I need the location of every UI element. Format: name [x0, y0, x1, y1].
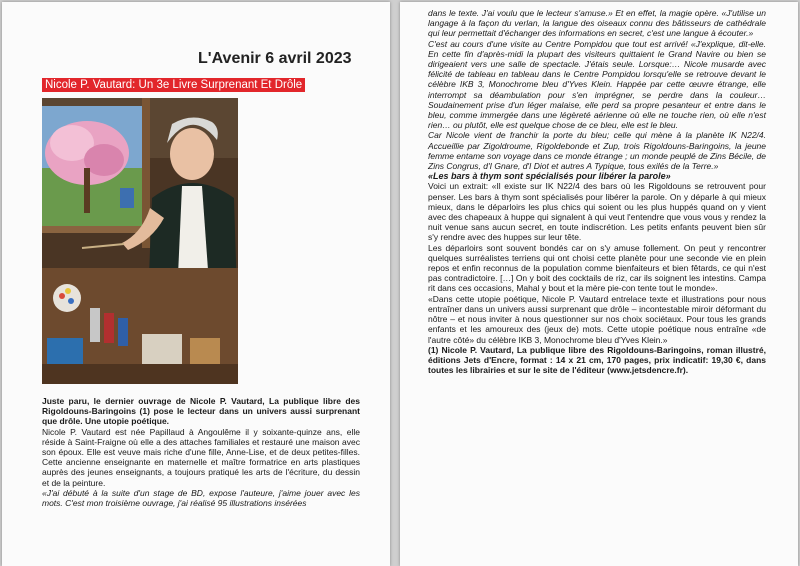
- article-paragraph: C'est au cours d'une visite au Centre Pompidou que tout est arrivé! «J'explique, dit-elle. En cette fin d'après-midi la plupart des visiteurs quittaient le Grand Navire ou bien se dirigeaient vers une salle de spectacle. J'étais seule. Lorsque:… Nicole musarde avec félicité de tableau en tableau dans le Centre Pompidou lorsqu'elle se retrouve devant le célèbre IKB 3, Monochrome bleu d'Yves Klein. Happée par cette œuvre étrange, elle interrompt sa déambulation pour s'en imprégner, se perdre dans la couleur… Soudainement prise d'un léger malaise, elle perd sa propre pesanteur et entre dans le bleu, comme immergée dans une légèreté aérienne où elle ne touche rien, où elle n'est rien… ou plutôt, elle est quelque chose de ce bleu, elle est le bleu.: [428, 38, 766, 131]
- article-paragraph: Nicole P. Vautard est née Papillaud à Angoulême il y soixante-quinze ans, elle réside à Saint-Fraigne où elle a des attaches familiales et restauré une maison avec son époux. Elle est veuve mais riche d'une fille, Anne-Lise, et de deux petites-filles. Cette ancienne enseignante en maternelle et maître formatrice en arts plastiques auprès des jeunes enseignants, a toujours pratiqué les arts de l'écriture, du dessin et de la peinture.: [42, 426, 360, 488]
- article-paragraph: Les déparloirs sont souvent bondés car on s'y amuse follement. On peut y rencontrer quelques surréalistes terriens qui ont choisi cette planète pour une seconde vie en plein repos et enfin reconnus de la population comme bienfaiteurs et bien fêtards, ce qui n'est pas contradictoire. […] On y boit des cocktails de riz, car ils soignent les intestins. Campa rit dans ces occasions, Mahal y bout et la mère pie-con tente tout le monde».: [428, 242, 766, 294]
- article-footnote: (1) Nicole P. Vautard, La publique libre des Rigoldouns-Baringoins, roman illustré, éditions Jets d'Encre, format : 14 x 21 cm, 170 pages, prix indicatif: 19,30 €, dans toutes les librairies et sur le site de l'éditeur (www.jetsdencre.fr).: [428, 344, 766, 376]
- left-article-column: [42, 396, 360, 508]
- article-paragraph: «Dans cette utopie poétique, Nicole P. Vautard entrelace texte et illustrations pour nous entraîner dans un univers aussi surprenant que drôle – incontestable miroir déformant du nôtre – et nous inviter à nous questionner sur nos choix sociétaux. Pour tous les grands enfants et les amoureux des (jeux de) mots. Cette utopie poétique nous entraîne «de l'autre côté» du célèbre IKB 3, Monochrome bleu d'Yves Klein.»: [428, 293, 766, 345]
- article-lead: Juste paru, le dernier ouvrage de Nicole P. Vautard, La publique libre des Rigoldouns-Baringoins (1) pose le lecteur dans un univers aussi surprenant que drôle. Une utopie poétique.: [42, 396, 360, 427]
- newspaper-date: L'Avenir 6 avril 2023: [198, 50, 352, 67]
- right-article-column: [428, 8, 766, 375]
- painter-at-easel-image: [42, 98, 238, 384]
- article-paragraph: dans le texte. J'ai voulu que le lecteur s'amuse.» Et en effet, la magie opère. «J'utilise un langage à la façon du verlan, la langue des oiseaux connu des bâtisseurs de cathédrale qui leur permettait d'échanger des informations en secret, c'est une langue à écouter.»: [428, 8, 766, 39]
- article-paragraph: Voici un extrait: «Il existe sur IK N22/4 des bars où les Rigoldouns se retrouvent pour penser. Les bars à thym sont spécialisés pour libérer la parole. On y déparle à qui mieux mieux, dans le déparloirs les plus chics qui soient ou les plus huppés quand on y vient avec des chapeaux à huppe qui signalent à qui veut l'entendre que vous vous y rendez la nuit venue sans aucun secret, en toute indiscrétion. Les petits enfants peuvent bien sûr s'y rendre avec des huppes sur leur tête.: [428, 181, 766, 243]
- article-paragraph: Car Nicole vient de franchir la porte du bleu; celle qui mène à la planète IK N22/4. Accueillie par Zigoldroume, Rigoldebonde et Zup, trois Rigoldouns-Baringoins, la jeune femme entame son voyage dans ce monde étrange ; un monde peuplé de Zins Bécile, de Zins Congrus, d'I Gnare, d'I Diot et autres A Typique, tous exilés de la Terre.»: [428, 130, 766, 172]
- article-headline: Nicole P. Vautard: Un 3e Livre Surprenant Et Drôle: [42, 78, 305, 92]
- left-page: [2, 2, 390, 566]
- article-photo: [42, 98, 238, 384]
- right-page: [400, 2, 798, 566]
- article-quote: «J'ai débuté à la suite d'un stage de BD, expose l'auteure, j'aime jouer avec les mots. C'est mon troisième ouvrage, j'ai réalisé 95 illustrations insérées: [42, 487, 360, 509]
- article-subheading: «Les bars à thym sont spécialisés pour libérer la parole»: [428, 171, 671, 182]
